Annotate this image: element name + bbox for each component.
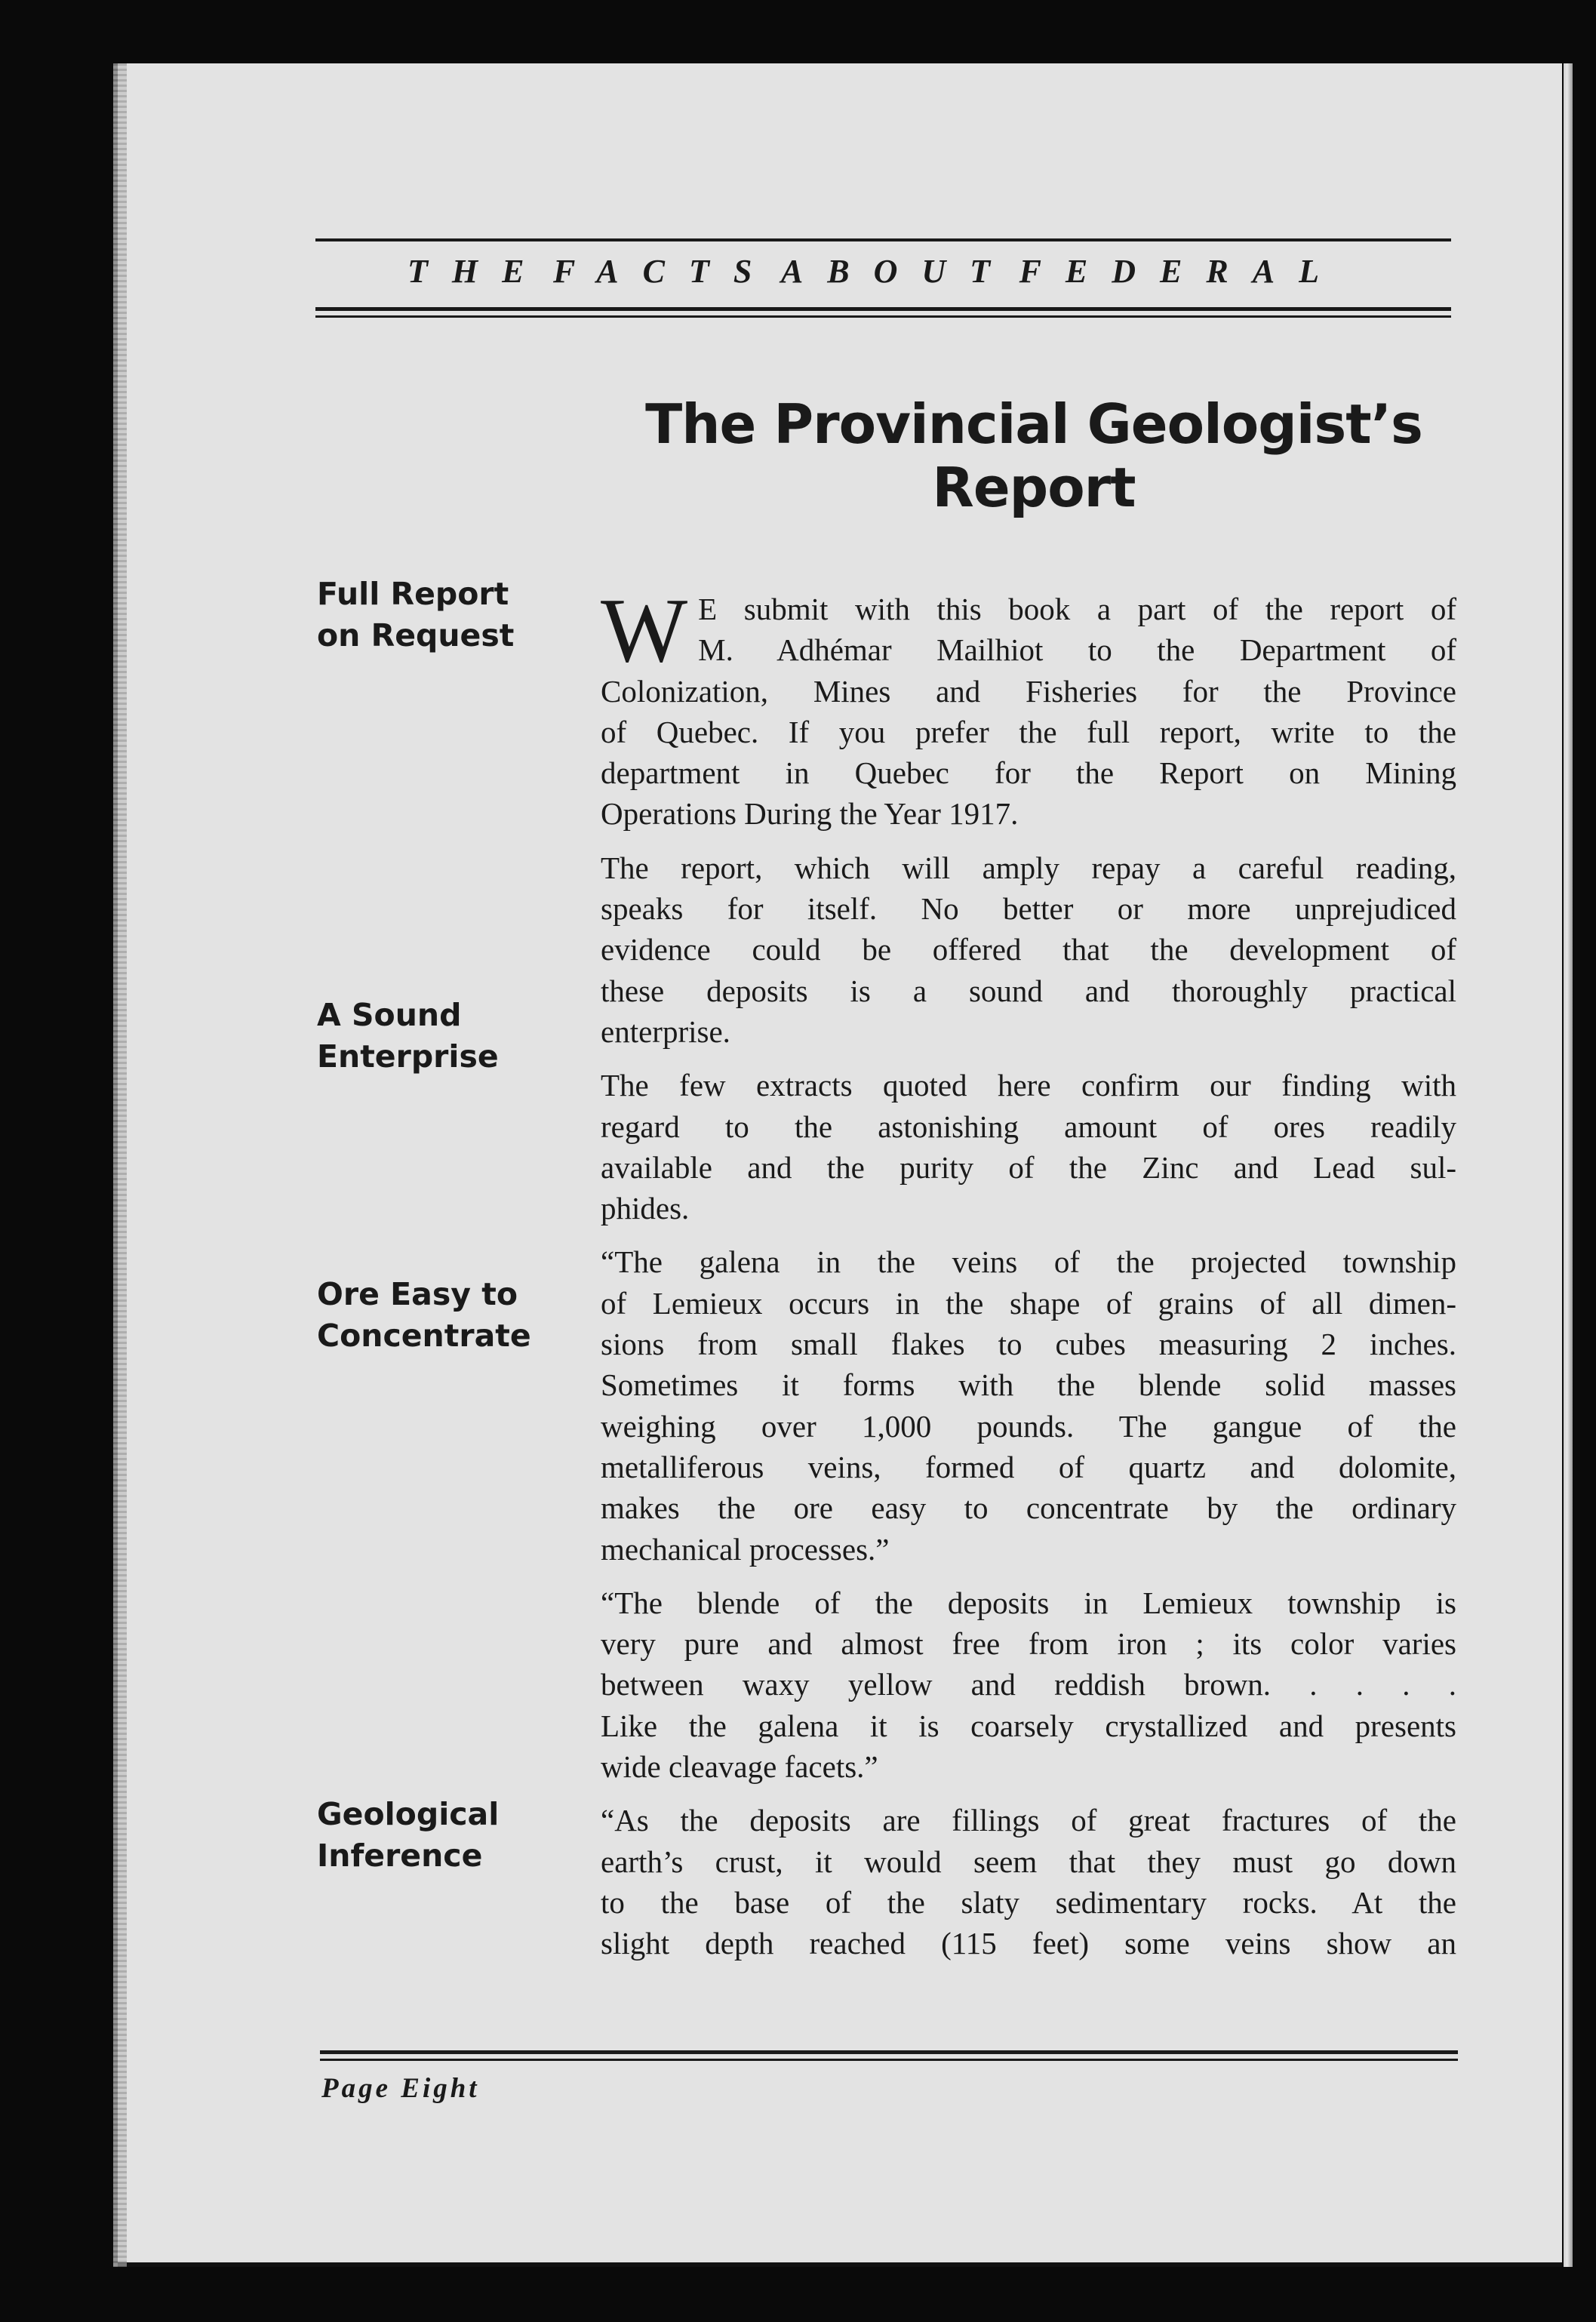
text-line: “As the deposits are fillings of great fractures of the [601, 1803, 1456, 1838]
text-line: The report, which will amply repay a careful reading, [601, 850, 1456, 885]
text-line: makes the ore easy to concentrate by the ordinary [601, 1490, 1456, 1526]
text-line: available and the purity of the Zinc and Lead sul- [601, 1149, 1456, 1185]
header-rule-top [315, 238, 1451, 241]
paragraph-quote-deposits [601, 1800, 1456, 1964]
text-line: earth’s crust, it would seem that they must go down [601, 1844, 1456, 1879]
sidenote-line: Full Report [317, 576, 509, 612]
text-line: metalliferous veins, formed of quartz and dolomite, [601, 1449, 1456, 1484]
paragraph-quote-galena [601, 1241, 1456, 1569]
sidenote-line: Concentrate [317, 1318, 531, 1354]
binding-edge [113, 63, 127, 2267]
text-line: regard to the astonishing amount of ores readily [601, 1109, 1456, 1144]
paragraph-intro [601, 580, 1456, 835]
text-line: slight depth reached (115 feet) some veins show an [601, 1926, 1456, 1961]
sidenote-ore-easy [317, 1274, 551, 1357]
text-line: Colonization, Mines and Fisheries for the Province [601, 673, 1456, 709]
title-line: The Provincial Geologist’s [645, 392, 1422, 456]
header-rule-double-a [315, 307, 1451, 311]
title-line: Report [932, 456, 1136, 519]
text-line: of Quebec. If you prefer the full report, write to the [601, 714, 1456, 749]
drop-cap: W [601, 580, 688, 681]
text-line: The few extracts quoted here confirm our finding with [601, 1068, 1456, 1103]
text-line: M. Adhémar Mailhiot to the Department of [698, 632, 1456, 668]
paragraph-extracts [601, 1065, 1456, 1229]
paragraph-quote-blende [601, 1582, 1456, 1787]
text-line: mechanical processes.” [601, 1531, 890, 1567]
text-line: “The blende of the deposits in Lemieux township is [601, 1585, 1456, 1620]
text-line: these deposits is a sound and thoroughly practical [601, 973, 1456, 1008]
text-line: E submit with this book a part of the report of [698, 592, 1456, 626]
page-right-edge [1564, 63, 1573, 2267]
sidenote-line: on Request [317, 617, 515, 654]
sidenote-line: Enterprise [317, 1038, 499, 1075]
text-line: department in Quebec for the Report on Mining [601, 755, 1456, 791]
footer-rule-double-a [320, 2050, 1458, 2054]
text-line: to the base of the slaty sedimentary rocks. At the [601, 1884, 1456, 1920]
sidenote-line: A Sound [317, 997, 462, 1033]
text-line: Operations During the Year 1917. [601, 796, 1019, 832]
text-line: very pure and almost free from iron ; its color varies [601, 1626, 1456, 1662]
text-line: Like the galena it is coarsely crystallized and presents [601, 1708, 1456, 1743]
text-line: of Lemieux occurs in the shape of grains of all dimen- [601, 1285, 1456, 1321]
running-head [407, 252, 1343, 291]
sidenote-geological-inference [317, 1794, 551, 1877]
sidenote-line: Geological [317, 1796, 500, 1832]
header-rule-double-b [315, 315, 1451, 318]
sidenote-line: Inference [317, 1838, 483, 1874]
text-line: enterprise. [601, 1013, 730, 1049]
text-line: phides. [601, 1191, 690, 1226]
text-line: wide cleavage facets.” [601, 1749, 878, 1785]
sidenote-full-report [317, 574, 551, 657]
running-head-word: FEDERAL [1019, 253, 1343, 290]
page-title [600, 392, 1468, 519]
running-head-word: FACTS [553, 253, 776, 290]
sidenote-sound-enterprise [317, 995, 551, 1078]
text-line: “The galena in the veins of the projected township [601, 1244, 1456, 1280]
body-text [601, 580, 1456, 1977]
running-head-word: ABOUT [780, 253, 1015, 290]
text-line: Sometimes it forms with the blende solid masses [601, 1367, 1456, 1403]
text-line: between waxy yellow and reddish brown. . . . . [601, 1667, 1456, 1702]
text-line: sions from small flakes to cubes measuring 2 inches. [601, 1327, 1456, 1362]
running-head-word: THE [407, 253, 549, 290]
page-number: Page Eight [321, 2073, 480, 2104]
text-line: weighing over 1,000 pounds. The gangue of the [601, 1408, 1456, 1444]
paragraph-report [601, 847, 1456, 1052]
text-line: evidence could be offered that the development of [601, 932, 1456, 967]
sidenote-line: Ore Easy to [317, 1276, 518, 1312]
text-line: speaks for itself. No better or more unprejudiced [601, 891, 1456, 927]
footer-rule-double-b [320, 2059, 1458, 2061]
